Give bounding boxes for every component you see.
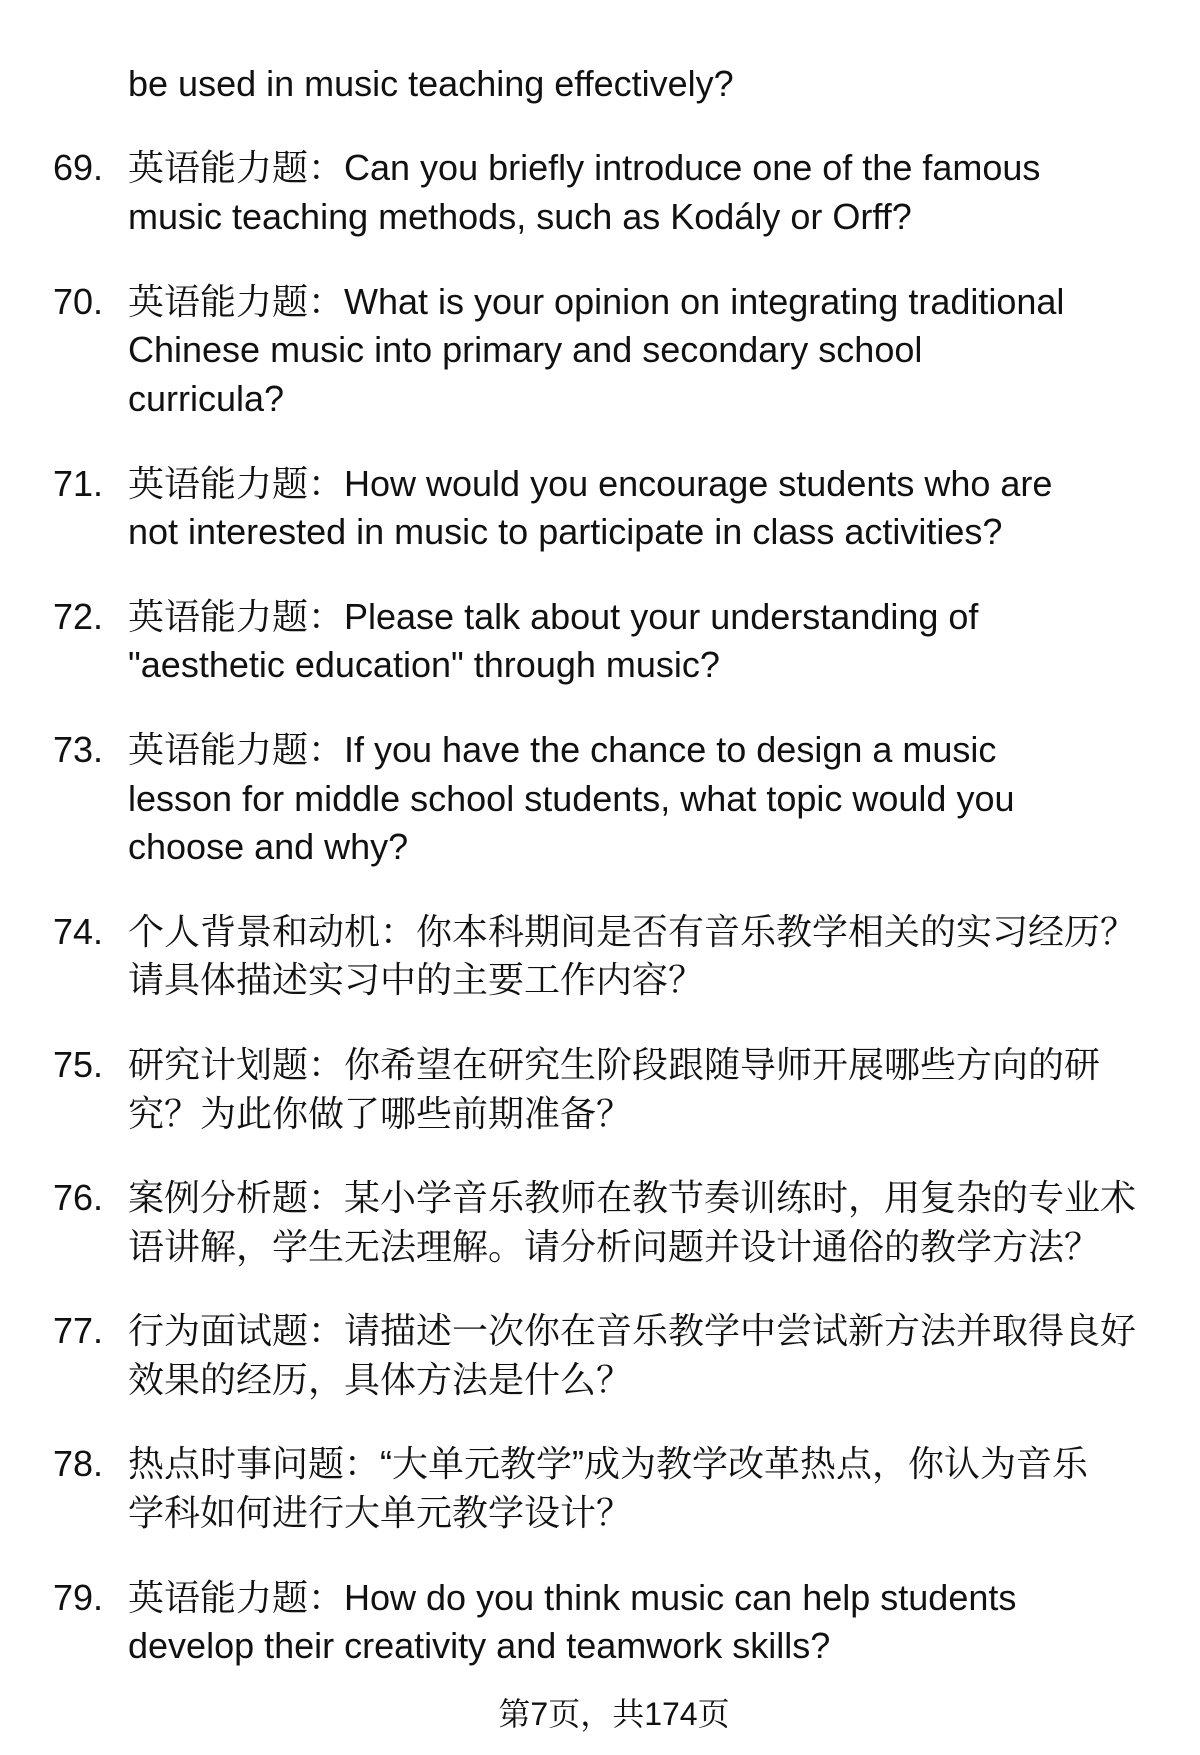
question-line: 个人背景和动机：你本科期间是否有音乐教学相关的实习经历？: [128, 910, 1137, 952]
question-line: 英语能力题：Please talk about your understanding of: [128, 595, 979, 637]
question-line: 英语能力题：How do you think music can help students: [128, 1576, 1017, 1618]
question-line: 热点时事问题：“大单元教学”成为教学改革热点，你认为音乐: [128, 1443, 1088, 1485]
question-item-70: [0, 278, 1200, 424]
question-line: 学科如何进行大单元教学设计？: [128, 1492, 633, 1534]
question-number: 74.: [53, 910, 104, 952]
question-item-72: [0, 593, 1200, 690]
question-line: choose and why?: [128, 826, 409, 868]
question-line: 语讲解，学生无法理解。请分析问题并设计通俗的教学方法？: [128, 1225, 1101, 1267]
question-item-71: [0, 460, 1200, 557]
question-item-75: [0, 1041, 1200, 1138]
question-line: lesson for middle school students, what topic would you: [128, 777, 1015, 819]
question-item-79: [0, 1574, 1200, 1671]
question-number: 71.: [53, 462, 104, 504]
question-line: 案例分析题：某小学音乐教师在教节奏训练时，用复杂的专业术: [128, 1177, 1137, 1219]
question-number: 70.: [53, 280, 104, 322]
question-number: 72.: [53, 595, 104, 637]
question-number: 79.: [53, 1576, 104, 1618]
question-line: develop their creativity and teamwork skills?: [128, 1625, 831, 1667]
question-line: 英语能力题：Can you briefly introduce one of the famous: [128, 147, 1041, 189]
question-number: 69.: [53, 147, 104, 189]
question-item-73: [0, 726, 1200, 872]
question-line: 效果的经历，具体方法是什么？: [128, 1358, 633, 1400]
question-line: 英语能力题：What is your opinion on integrating traditional: [128, 280, 1065, 322]
question-line: 行为面试题：请描述一次你在音乐教学中尝试新方法并取得良好: [128, 1310, 1137, 1352]
question-item-76: [0, 1174, 1200, 1271]
question-line: 研究计划题：你希望在研究生阶段跟随导师开展哪些方向的研: [128, 1043, 1101, 1085]
question-line: 请具体描述实习中的主要工作内容？: [128, 959, 705, 1001]
question-number: 76.: [53, 1177, 104, 1219]
question-number: 73.: [53, 728, 104, 770]
continuation-line: be used in music teaching effectively?: [128, 63, 734, 104]
question-line: Chinese music into primary and secondary school: [128, 329, 923, 371]
question-number: 78.: [53, 1443, 104, 1485]
question-number: 77.: [53, 1310, 104, 1352]
question-line: 究？为此你做了哪些前期准备？: [128, 1092, 633, 1134]
question-line: "aesthetic education" through music?: [128, 644, 720, 686]
page-footer: 第7页，共174页: [498, 1696, 730, 1732]
question-line: 英语能力题：How would you encourage students who are: [128, 462, 1053, 504]
question-item-74: [0, 908, 1200, 1005]
question-item-78: [0, 1440, 1200, 1537]
question-item-77: [0, 1307, 1200, 1404]
question-item-69: [0, 144, 1200, 241]
question-number: 75.: [53, 1043, 104, 1085]
question-line: music teaching methods, such as Kodály or Orff?: [128, 196, 912, 238]
question-list: [0, 60, 1200, 1671]
question-line: 英语能力题：If you have the chance to design a music: [128, 728, 997, 770]
question-line: not interested in music to participate in class activities?: [128, 511, 1003, 553]
question-line: curricula?: [128, 378, 285, 420]
